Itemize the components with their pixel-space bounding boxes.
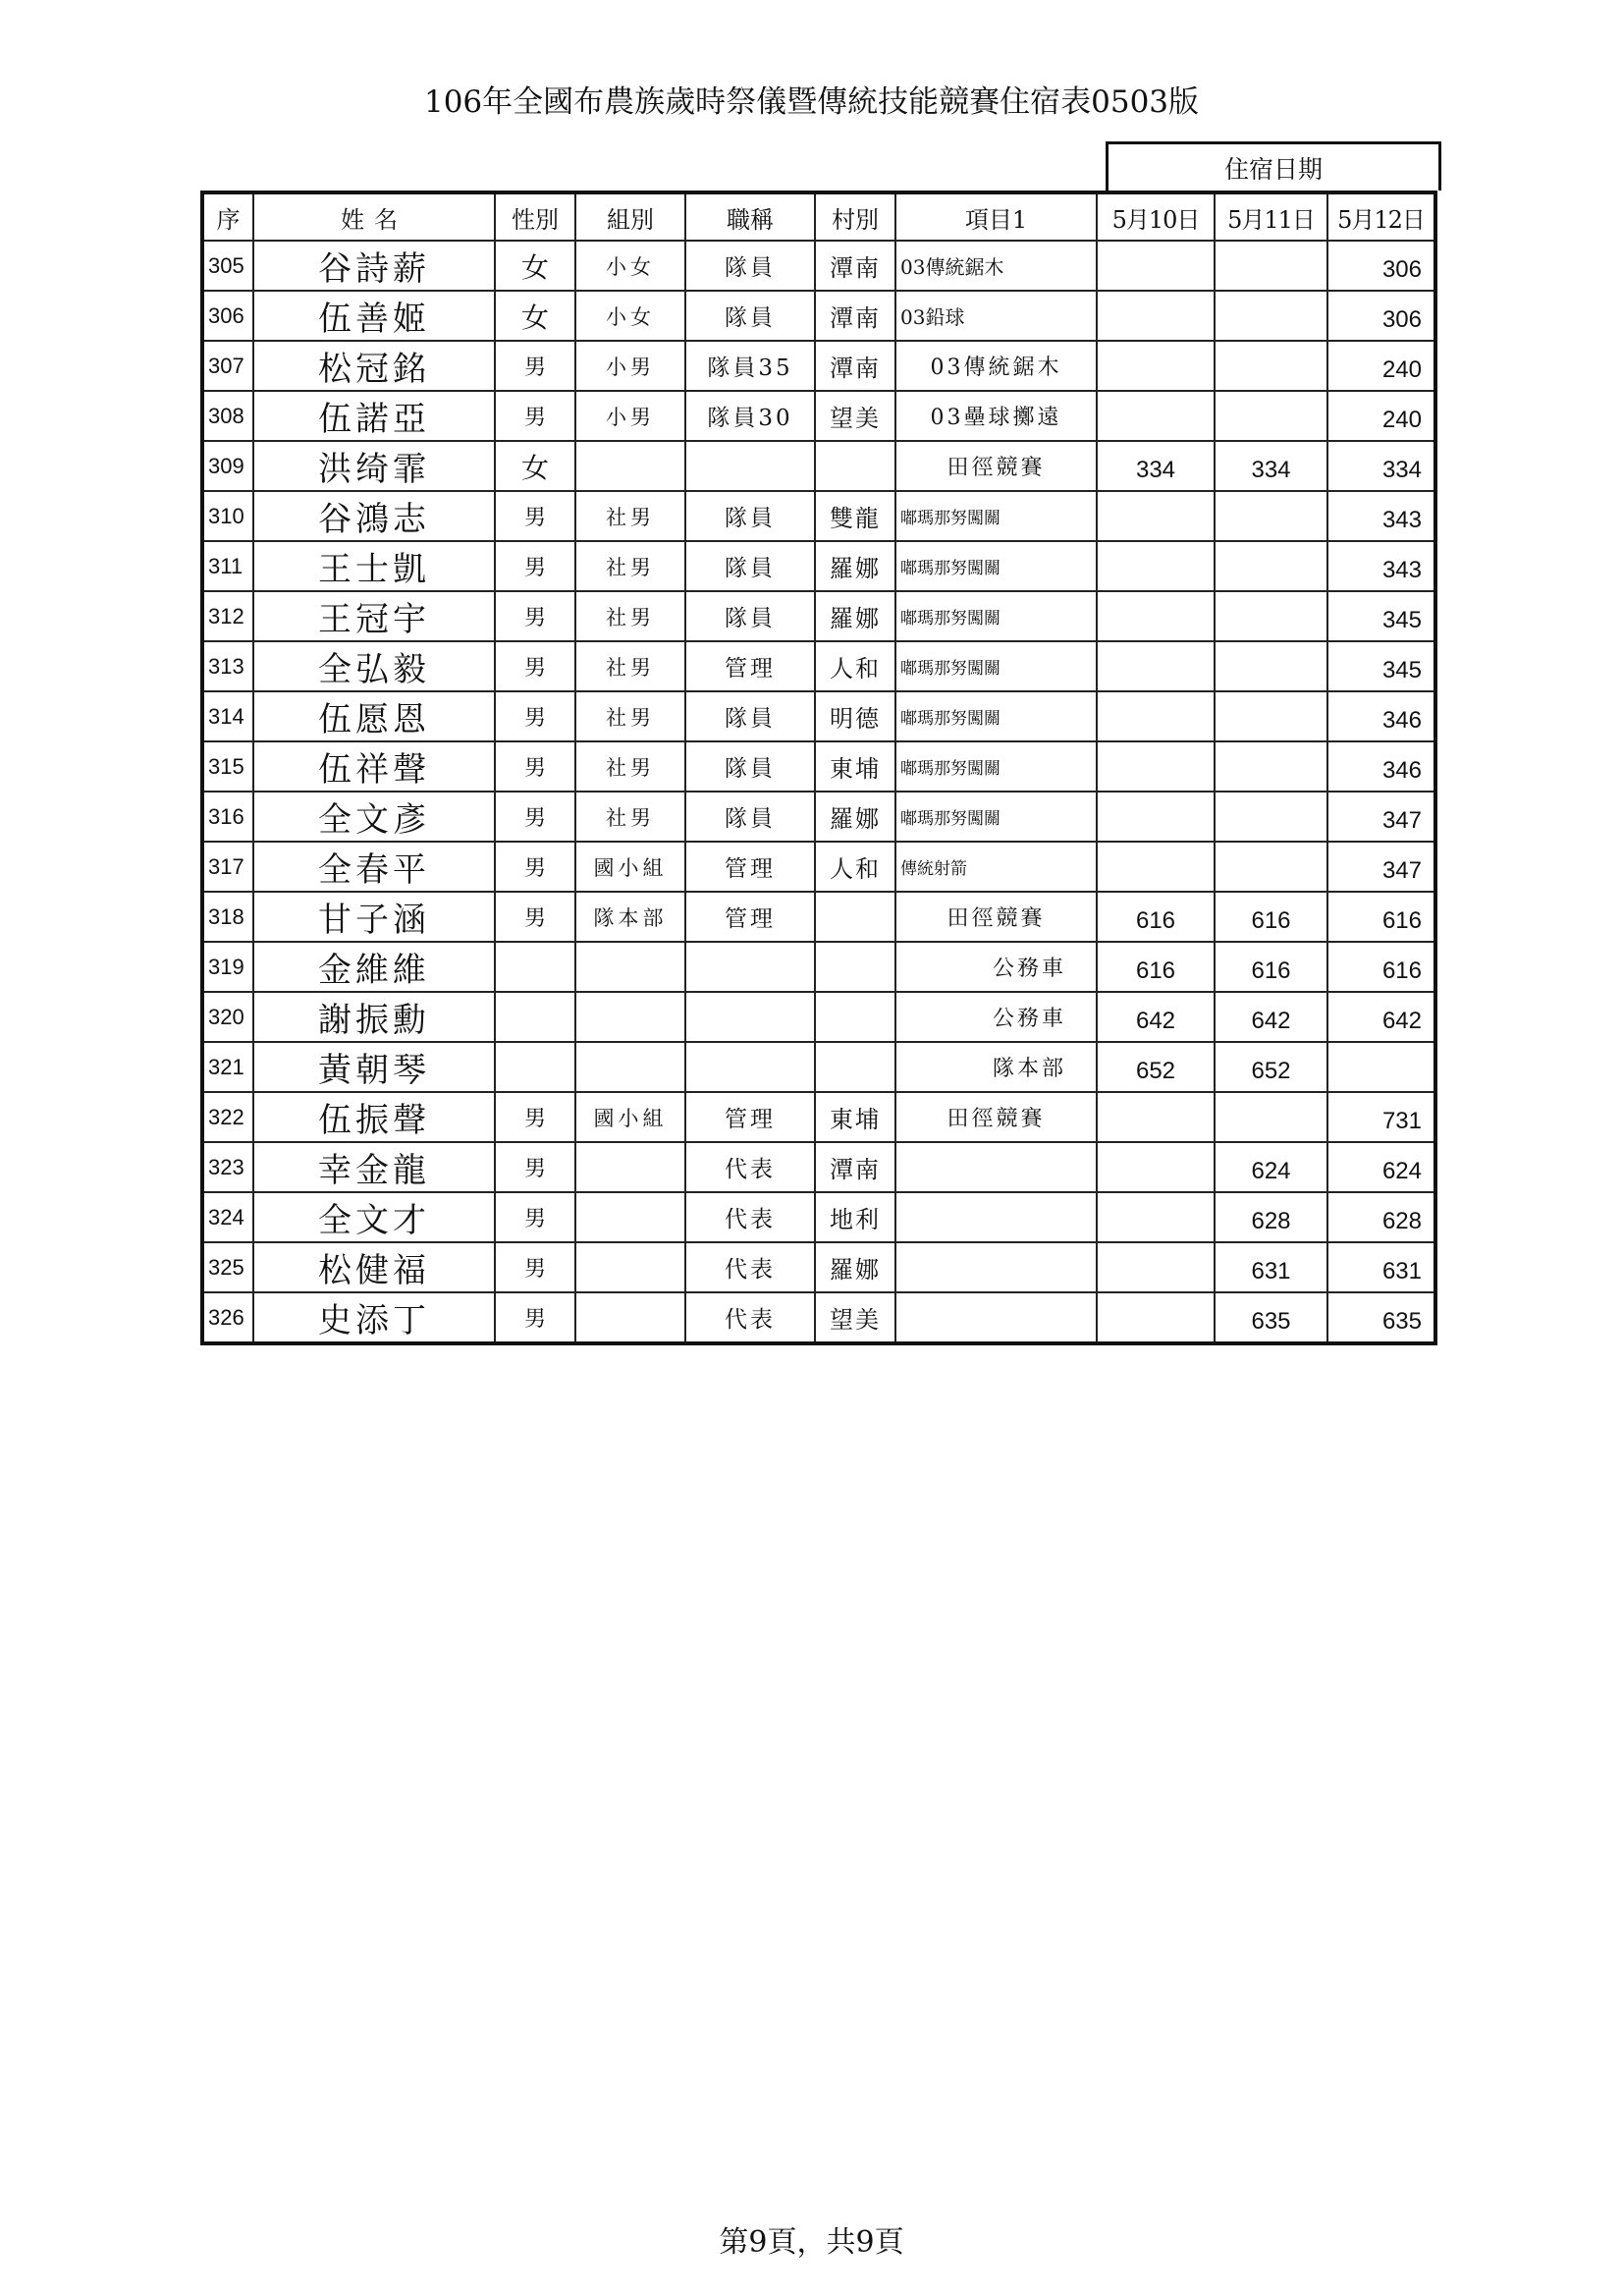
room-may10 xyxy=(1097,341,1215,391)
table-row xyxy=(202,391,1435,441)
item-cell: 公務車 xyxy=(895,942,1097,992)
row-number: 312 xyxy=(202,591,253,641)
room-may10 xyxy=(1097,691,1215,741)
group-cell xyxy=(575,441,685,491)
room-may11 xyxy=(1215,842,1327,892)
village-cell: 雙龍 xyxy=(815,491,895,541)
person-name: 谷詩薪 xyxy=(253,241,495,291)
village-cell: 潭南 xyxy=(815,1142,895,1192)
group-cell: 小女 xyxy=(575,241,685,291)
village-cell: 羅娜 xyxy=(815,1242,895,1292)
room-may10 xyxy=(1097,741,1215,792)
page-number: 第9頁，共9頁 xyxy=(719,2225,904,2260)
item-cell xyxy=(895,1242,1097,1292)
title-cell: 隊員 xyxy=(685,741,815,792)
row-number: 308 xyxy=(202,391,253,441)
row-number: 315 xyxy=(202,741,253,792)
room-may11: 334 xyxy=(1215,441,1327,491)
room-may12: 346 xyxy=(1327,741,1435,792)
title-cell xyxy=(685,942,815,992)
sex-cell: 男 xyxy=(495,541,575,591)
room-may10: 334 xyxy=(1097,441,1215,491)
room-may11: 624 xyxy=(1215,1142,1327,1192)
item-cell: 傳統射箭 xyxy=(895,842,1097,892)
room-may11 xyxy=(1215,541,1327,591)
sex-cell: 男 xyxy=(495,491,575,541)
room-may10 xyxy=(1097,241,1215,291)
col-header-group: 組別 xyxy=(575,192,685,241)
col-header-sex: 性別 xyxy=(495,192,575,241)
row-number: 311 xyxy=(202,541,253,591)
title-cell: 代表 xyxy=(685,1192,815,1242)
room-may12: 616 xyxy=(1327,942,1435,992)
sex-cell: 男 xyxy=(495,892,575,942)
col-header-may12: 5月12日 xyxy=(1327,192,1435,241)
room-may11 xyxy=(1215,591,1327,641)
person-name: 甘子涵 xyxy=(253,892,495,942)
col-header-no: 序 xyxy=(202,192,253,241)
village-cell: 人和 xyxy=(815,641,895,691)
title-cell: 管理 xyxy=(685,842,815,892)
village-cell xyxy=(815,441,895,491)
village-cell xyxy=(815,992,895,1042)
table-row xyxy=(202,792,1435,842)
table-row xyxy=(202,942,1435,992)
title-cell: 隊員35 xyxy=(685,341,815,391)
title-cell: 隊員 xyxy=(685,291,815,341)
row-number: 306 xyxy=(202,291,253,341)
sex-cell: 女 xyxy=(495,441,575,491)
room-may12: 347 xyxy=(1327,842,1435,892)
room-may10: 652 xyxy=(1097,1042,1215,1092)
item-cell: 田徑競賽 xyxy=(895,441,1097,491)
row-number: 324 xyxy=(202,1192,253,1242)
item-cell: 隊本部 xyxy=(895,1042,1097,1092)
room-may11: 628 xyxy=(1215,1192,1327,1242)
room-may11: 616 xyxy=(1215,942,1327,992)
village-cell: 東埔 xyxy=(815,741,895,792)
item-cell: 03鉛球 xyxy=(895,291,1097,341)
sex-cell: 男 xyxy=(495,741,575,792)
lodging-table xyxy=(200,191,1437,1345)
person-name: 伍振聲 xyxy=(253,1092,495,1142)
room-may11: 652 xyxy=(1215,1042,1327,1092)
title-cell xyxy=(685,992,815,1042)
sex-cell: 男 xyxy=(495,691,575,741)
group-cell xyxy=(575,1142,685,1192)
sex-cell: 男 xyxy=(495,1242,575,1292)
item-cell: 公務車 xyxy=(895,992,1097,1042)
village-cell: 地利 xyxy=(815,1192,895,1242)
village-cell: 潭南 xyxy=(815,291,895,341)
sex-cell: 女 xyxy=(495,241,575,291)
person-name: 史添丁 xyxy=(253,1292,495,1343)
room-may12: 731 xyxy=(1327,1092,1435,1142)
room-may11 xyxy=(1215,491,1327,541)
person-name: 全春平 xyxy=(253,842,495,892)
room-may10 xyxy=(1097,641,1215,691)
room-may12: 346 xyxy=(1327,691,1435,741)
table-row xyxy=(202,1192,1435,1242)
sex-cell: 男 xyxy=(495,391,575,441)
room-may12: 306 xyxy=(1327,241,1435,291)
group-cell: 社男 xyxy=(575,792,685,842)
item-cell: 03壘球擲遠 xyxy=(895,391,1097,441)
room-may11: 616 xyxy=(1215,892,1327,942)
table-row xyxy=(202,842,1435,892)
table-row xyxy=(202,291,1435,341)
person-name: 全文彥 xyxy=(253,792,495,842)
village-cell: 望美 xyxy=(815,1292,895,1343)
village-cell: 望美 xyxy=(815,391,895,441)
title-cell: 隊員 xyxy=(685,591,815,641)
row-number: 314 xyxy=(202,691,253,741)
item-cell: 嘟瑪那努闖關 xyxy=(895,491,1097,541)
title-cell: 隊員30 xyxy=(685,391,815,441)
village-cell: 羅娜 xyxy=(815,591,895,641)
row-number: 317 xyxy=(202,842,253,892)
item-cell: 03傳統鋸木 xyxy=(895,341,1097,391)
table-row xyxy=(202,1042,1435,1092)
title-cell xyxy=(685,1042,815,1092)
group-cell: 社男 xyxy=(575,591,685,641)
room-may11: 642 xyxy=(1215,992,1327,1042)
sex-cell: 男 xyxy=(495,341,575,391)
row-number: 325 xyxy=(202,1242,253,1292)
person-name: 洪绮霏 xyxy=(253,441,495,491)
person-name: 全弘毅 xyxy=(253,641,495,691)
table-row xyxy=(202,1242,1435,1292)
group-cell: 國小組 xyxy=(575,842,685,892)
table-row xyxy=(202,1292,1435,1343)
room-may12: 343 xyxy=(1327,541,1435,591)
title-cell: 管理 xyxy=(685,1092,815,1142)
village-cell: 人和 xyxy=(815,842,895,892)
room-may11 xyxy=(1215,691,1327,741)
room-may11 xyxy=(1215,792,1327,842)
person-name: 王冠宇 xyxy=(253,591,495,641)
room-may10: 642 xyxy=(1097,992,1215,1042)
village-cell xyxy=(815,942,895,992)
room-may12: 624 xyxy=(1327,1142,1435,1192)
person-name: 王士凱 xyxy=(253,541,495,591)
group-cell xyxy=(575,992,685,1042)
room-may11 xyxy=(1215,641,1327,691)
item-cell xyxy=(895,1192,1097,1242)
title-cell: 隊員 xyxy=(685,691,815,741)
person-name: 金維維 xyxy=(253,942,495,992)
room-may12: 240 xyxy=(1327,391,1435,441)
group-cell: 國小組 xyxy=(575,1092,685,1142)
group-cell: 社男 xyxy=(575,541,685,591)
room-may12: 240 xyxy=(1327,341,1435,391)
item-cell xyxy=(895,1292,1097,1343)
room-may11 xyxy=(1215,391,1327,441)
room-may12: 334 xyxy=(1327,441,1435,491)
table-row xyxy=(202,441,1435,491)
person-name: 谷鴻志 xyxy=(253,491,495,541)
row-number: 318 xyxy=(202,892,253,942)
room-may12: 306 xyxy=(1327,291,1435,341)
room-may10 xyxy=(1097,491,1215,541)
room-may10: 616 xyxy=(1097,942,1215,992)
sex-cell: 女 xyxy=(495,291,575,341)
item-cell xyxy=(895,1142,1097,1192)
col-header-item: 項目1 xyxy=(895,192,1097,241)
room-may10 xyxy=(1097,1292,1215,1343)
room-may10 xyxy=(1097,792,1215,842)
table-row xyxy=(202,892,1435,942)
room-may11 xyxy=(1215,741,1327,792)
item-cell: 嘟瑪那努闖關 xyxy=(895,591,1097,641)
row-number: 305 xyxy=(202,241,253,291)
table-row xyxy=(202,241,1435,291)
table-row xyxy=(202,691,1435,741)
title-cell: 隊員 xyxy=(685,541,815,591)
room-may10 xyxy=(1097,1142,1215,1192)
room-may12: 628 xyxy=(1327,1192,1435,1242)
sex-cell: 男 xyxy=(495,792,575,842)
group-cell xyxy=(575,1292,685,1343)
group-cell xyxy=(575,942,685,992)
row-number: 316 xyxy=(202,792,253,842)
row-number: 307 xyxy=(202,341,253,391)
sex-cell: 男 xyxy=(495,1092,575,1142)
table-row xyxy=(202,741,1435,792)
item-cell: 田徑競賽 xyxy=(895,892,1097,942)
group-cell: 隊本部 xyxy=(575,892,685,942)
title-cell: 代表 xyxy=(685,1292,815,1343)
room-may10 xyxy=(1097,541,1215,591)
title-cell: 管理 xyxy=(685,641,815,691)
room-may12 xyxy=(1327,1042,1435,1092)
room-may12: 345 xyxy=(1327,641,1435,691)
room-may10 xyxy=(1097,1092,1215,1142)
room-may11 xyxy=(1215,341,1327,391)
item-cell: 03傳統鋸木 xyxy=(895,241,1097,291)
item-cell: 嘟瑪那努闖關 xyxy=(895,792,1097,842)
room-may12: 347 xyxy=(1327,792,1435,842)
group-cell: 社男 xyxy=(575,641,685,691)
item-cell: 嘟瑪那努闖關 xyxy=(895,641,1097,691)
sex-cell: 男 xyxy=(495,591,575,641)
person-name: 黃朝琴 xyxy=(253,1042,495,1092)
row-number: 320 xyxy=(202,992,253,1042)
title-cell: 代表 xyxy=(685,1142,815,1192)
title-cell: 隊員 xyxy=(685,792,815,842)
sex-cell xyxy=(495,992,575,1042)
person-name: 幸金龍 xyxy=(253,1142,495,1192)
title-cell xyxy=(685,441,815,491)
room-may10 xyxy=(1097,291,1215,341)
sex-cell xyxy=(495,942,575,992)
person-name: 全文才 xyxy=(253,1192,495,1242)
village-cell xyxy=(815,892,895,942)
sex-cell: 男 xyxy=(495,842,575,892)
sex-cell: 男 xyxy=(495,1292,575,1343)
group-cell: 小男 xyxy=(575,391,685,441)
row-number: 321 xyxy=(202,1042,253,1092)
room-may10 xyxy=(1097,842,1215,892)
row-number: 309 xyxy=(202,441,253,491)
row-number: 310 xyxy=(202,491,253,541)
village-cell: 羅娜 xyxy=(815,792,895,842)
table-row xyxy=(202,341,1435,391)
person-name: 伍善姬 xyxy=(253,291,495,341)
sex-cell xyxy=(495,1042,575,1092)
sex-cell: 男 xyxy=(495,641,575,691)
village-cell: 潭南 xyxy=(815,341,895,391)
row-number: 319 xyxy=(202,942,253,992)
room-may12: 642 xyxy=(1327,992,1435,1042)
person-name: 謝振勳 xyxy=(253,992,495,1042)
group-cell: 社男 xyxy=(575,691,685,741)
person-name: 伍祥聲 xyxy=(253,741,495,792)
room-may10 xyxy=(1097,1242,1215,1292)
lodging-date-header: 住宿日期 xyxy=(1106,141,1441,191)
header-row xyxy=(202,192,1435,241)
sex-cell: 男 xyxy=(495,1192,575,1242)
table-row xyxy=(202,541,1435,591)
group-cell: 小女 xyxy=(575,291,685,341)
title-cell: 管理 xyxy=(685,892,815,942)
village-cell: 潭南 xyxy=(815,241,895,291)
village-cell: 羅娜 xyxy=(815,541,895,591)
room-may12: 345 xyxy=(1327,591,1435,641)
title-cell: 隊員 xyxy=(685,491,815,541)
room-may10: 616 xyxy=(1097,892,1215,942)
page-title: 106年全國布農族歲時祭儀暨傳統技能競賽住宿表0503版 xyxy=(423,84,1200,120)
room-may10 xyxy=(1097,391,1215,441)
group-cell xyxy=(575,1242,685,1292)
person-name: 松健福 xyxy=(253,1242,495,1292)
room-may12: 616 xyxy=(1327,892,1435,942)
room-may11: 631 xyxy=(1215,1242,1327,1292)
person-name: 伍愿恩 xyxy=(253,691,495,741)
group-cell: 社男 xyxy=(575,491,685,541)
col-header-title: 職稱 xyxy=(685,192,815,241)
row-number: 322 xyxy=(202,1092,253,1142)
group-cell xyxy=(575,1192,685,1242)
sex-cell: 男 xyxy=(495,1142,575,1192)
person-name: 松冠銘 xyxy=(253,341,495,391)
table-row xyxy=(202,1092,1435,1142)
row-number: 323 xyxy=(202,1142,253,1192)
room-may11: 635 xyxy=(1215,1292,1327,1343)
room-may11 xyxy=(1215,291,1327,341)
group-cell: 社男 xyxy=(575,741,685,792)
village-cell: 明德 xyxy=(815,691,895,741)
table-row xyxy=(202,992,1435,1042)
room-may10 xyxy=(1097,591,1215,641)
table-row xyxy=(202,491,1435,541)
col-header-may11: 5月11日 xyxy=(1215,192,1327,241)
group-cell xyxy=(575,1042,685,1092)
room-may12: 343 xyxy=(1327,491,1435,541)
item-cell: 嘟瑪那努闖關 xyxy=(895,741,1097,792)
item-cell: 田徑競賽 xyxy=(895,1092,1097,1142)
room-may11 xyxy=(1215,241,1327,291)
person-name: 伍諾亞 xyxy=(253,391,495,441)
table-row xyxy=(202,1142,1435,1192)
item-cell: 嘟瑪那努闖關 xyxy=(895,541,1097,591)
room-may12: 635 xyxy=(1327,1292,1435,1343)
col-header-village: 村別 xyxy=(815,192,895,241)
table-row xyxy=(202,641,1435,691)
table-row xyxy=(202,591,1435,641)
table-body xyxy=(202,241,1435,1343)
col-header-may10: 5月10日 xyxy=(1097,192,1215,241)
room-may12: 631 xyxy=(1327,1242,1435,1292)
title-cell: 代表 xyxy=(685,1242,815,1292)
village-cell xyxy=(815,1042,895,1092)
col-header-name: 姓名 xyxy=(253,192,495,241)
village-cell: 東埔 xyxy=(815,1092,895,1142)
row-number: 326 xyxy=(202,1292,253,1343)
title-cell: 隊員 xyxy=(685,241,815,291)
group-cell: 小男 xyxy=(575,341,685,391)
room-may10 xyxy=(1097,1192,1215,1242)
item-cell: 嘟瑪那努闖關 xyxy=(895,691,1097,741)
room-may11 xyxy=(1215,1092,1327,1142)
row-number: 313 xyxy=(202,641,253,691)
